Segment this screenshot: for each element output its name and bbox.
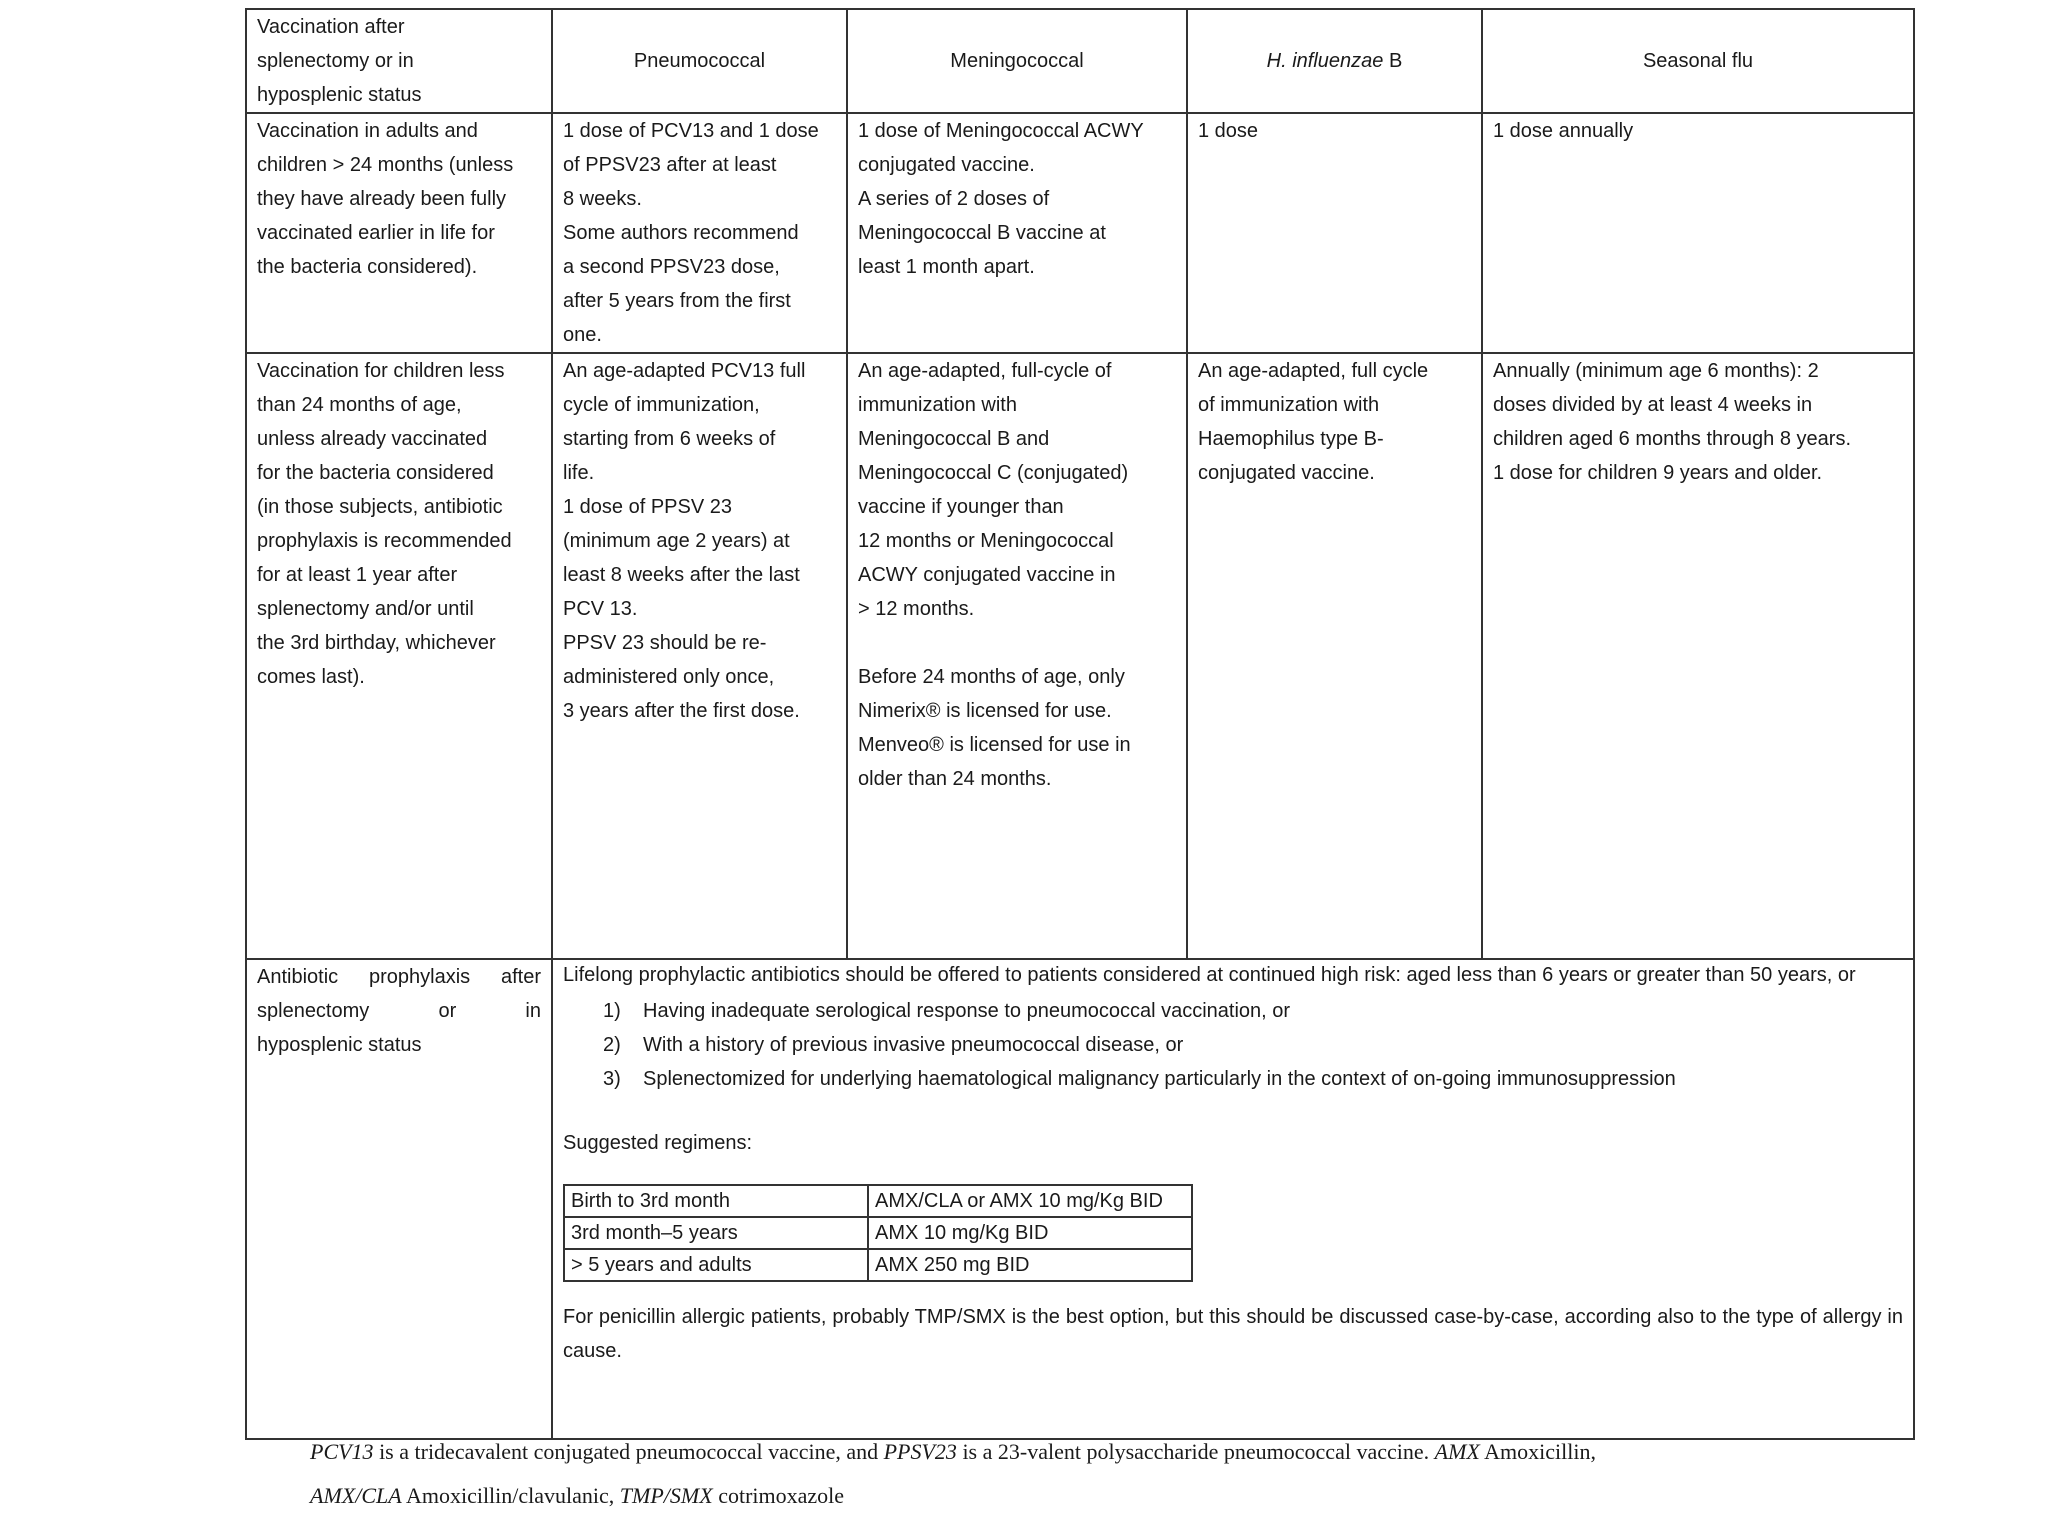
text-line: 1 dose of Meningococcal ACWY <box>858 120 1144 142</box>
text-line: conjugated vaccine. <box>1198 462 1375 484</box>
text-line: Vaccination for children less <box>257 360 505 382</box>
text-line: they have already been fully <box>257 188 507 210</box>
text-line: Before 24 months of age, only <box>858 666 1125 688</box>
regimens-table <box>563 1184 1193 1282</box>
text-line: Annually (minimum age 6 months): 2 <box>1493 360 1819 382</box>
text-line: conjugated vaccine. <box>858 154 1035 176</box>
regimen-dose: AMX 10 mg/Kg BID <box>868 1217 1192 1249</box>
table-header-row <box>246 9 1914 113</box>
text-line: 1 dose of PPSV 23 <box>563 496 733 518</box>
text-line: 3 years after the first dose. <box>563 700 800 722</box>
text-line: a second PPSV23 dose, <box>563 256 780 278</box>
text-line: cycle of immunization, <box>563 394 760 416</box>
text-line: Some authors recommend <box>563 222 799 244</box>
text-line: PCV 13. <box>563 598 638 620</box>
hib-italic-name: H. influenzae <box>1266 50 1384 72</box>
table-row <box>564 1185 1192 1217</box>
text-line: splenectomy or in <box>257 1000 541 1022</box>
text-line: ACWY conjugated vaccine in <box>858 564 1116 586</box>
text-line: than 24 months of age, <box>257 394 462 416</box>
table-row-adults <box>246 113 1914 353</box>
text-line: comes last). <box>257 666 365 688</box>
cell-prophylaxis-details <box>552 959 1914 1439</box>
list-item-number: 3) <box>603 1068 621 1090</box>
regimen-dose: AMX/CLA or AMX 10 mg/Kg BID <box>868 1185 1192 1217</box>
regimen-age: Birth to 3rd month <box>564 1185 868 1217</box>
cell-children-pneumococcal <box>552 353 847 959</box>
text-line: least 1 month apart. <box>858 256 1035 278</box>
text-line: starting from 6 weeks of <box>563 428 776 450</box>
text-line: the bacteria considered). <box>257 256 478 278</box>
text-line: Antibiotic prophylaxis after <box>257 966 541 988</box>
text-line: administered only once, <box>563 666 775 688</box>
abbrev-definition: is a tridecavalent conjugated pneumococcal vaccine, and <box>373 1439 884 1464</box>
high-risk-conditions-list <box>563 994 1903 1096</box>
header-topic-line: Vaccination after <box>257 16 405 38</box>
abbrev-definition: is a 23-valent polysaccharide pneumococcal vaccine. <box>956 1439 1435 1464</box>
cell-adults-meningococcal <box>847 113 1187 353</box>
text-line: of PPSV23 after at least <box>563 154 777 176</box>
text-line: (minimum age 2 years) at <box>563 530 790 552</box>
paragraph-gap <box>858 626 1176 660</box>
regimen-dose: AMX 250 mg BID <box>868 1249 1192 1281</box>
table-row <box>564 1249 1192 1281</box>
vaccination-table-document <box>245 8 1913 1440</box>
text-line: A series of 2 doses of <box>858 188 1050 210</box>
abbrev-definition: cotrimoxazole <box>712 1483 845 1508</box>
list-item-text: Having inadequate serological response to pneumococcal vaccination, or <box>643 1000 1291 1022</box>
text-line: prophylaxis is recommended <box>257 530 512 552</box>
table-row-antibiotic-prophylaxis <box>246 959 1914 1439</box>
list-item-number: 2) <box>603 1034 621 1056</box>
table-footnote <box>310 1430 1890 1518</box>
text-line: splenectomy and/or until <box>257 598 474 620</box>
text-line: An age-adapted, full-cycle of <box>858 360 1112 382</box>
text-line: An age-adapted PCV13 full <box>563 360 806 382</box>
abbrev-term: AMX <box>1434 1439 1480 1464</box>
text-line: after 5 years from the first <box>563 290 791 312</box>
text-line: vaccine if younger than <box>858 496 1064 518</box>
text-line: hyposplenic status <box>257 1034 422 1056</box>
cell-children-meningococcal <box>847 353 1187 959</box>
list-item <box>603 1062 1903 1096</box>
text-line: Haemophilus type B- <box>1198 428 1384 450</box>
header-topic-line: splenectomy or in <box>257 50 414 72</box>
header-cell-seasonal-flu: Seasonal flu <box>1482 9 1914 113</box>
header-topic-line: hyposplenic status <box>257 84 422 106</box>
row-label-adults <box>246 113 552 353</box>
paragraph-gap <box>563 1096 1903 1126</box>
hib-suffix: B <box>1383 50 1403 72</box>
regimen-age: > 5 years and adults <box>564 1249 868 1281</box>
text-line: Menveo® is licensed for use in <box>858 734 1131 756</box>
text-line: Vaccination in adults and <box>257 120 478 142</box>
text-line: older than 24 months. <box>858 768 1052 790</box>
table-row-children <box>246 353 1914 959</box>
cell-children-hib <box>1187 353 1482 959</box>
list-item-number: 1) <box>603 1000 621 1022</box>
abbrev-term: PPSV23 <box>883 1439 957 1464</box>
text-line: immunization with <box>858 394 1017 416</box>
abbrev-definition: Amoxicillin, <box>1479 1439 1596 1464</box>
text-line: 1 dose of PCV13 and 1 dose <box>563 120 819 142</box>
prophylaxis-intro: Lifelong prophylactic antibiotics should be offered to patients considered at continued high risk: aged less than 6 years or greater than 50 years, or <box>563 964 1856 986</box>
text-line: (in those subjects, antibiotic <box>257 496 503 518</box>
list-item-text: With a history of previous invasive pneumococcal disease, or <box>643 1034 1184 1056</box>
text-line: Meningococcal B and <box>858 428 1050 450</box>
abbrev-term: TMP/SMX <box>619 1483 713 1508</box>
abbrev-definition: Amoxicillin/clavulanic, <box>401 1483 620 1508</box>
abbrev-term: PCV13 <box>310 1439 374 1464</box>
cell-adults-flu: 1 dose annually <box>1482 113 1914 353</box>
vaccination-table <box>245 8 1915 1440</box>
list-item <box>603 1028 1903 1062</box>
text-line: unless already vaccinated <box>257 428 488 450</box>
text-line: Nimerix® is licensed for use. <box>858 700 1112 722</box>
table-row <box>564 1217 1192 1249</box>
penicillin-allergy-note: For penicillin allergic patients, probably TMP/SMX is the best option, but this should be discussed case-by-case, according also to the type of allergy in cause. <box>563 1306 1903 1362</box>
text-line: vaccinated earlier in life for <box>257 222 495 244</box>
text-line: children aged 6 months through 8 years. <box>1493 428 1851 450</box>
text-line: one. <box>563 324 602 346</box>
cell-adults-hib: 1 dose <box>1187 113 1482 353</box>
text-line: > 12 months. <box>858 598 975 620</box>
text-line: Meningococcal B vaccine at <box>858 222 1106 244</box>
regimen-age: 3rd month–5 years <box>564 1217 868 1249</box>
text-line: for the bacteria considered <box>257 462 494 484</box>
regimens-title: Suggested regimens: <box>563 1132 753 1154</box>
text-line: 1 dose for children 9 years and older. <box>1493 462 1823 484</box>
row-label-children <box>246 353 552 959</box>
text-line: Meningococcal C (conjugated) <box>858 462 1129 484</box>
text-line: for at least 1 year after <box>257 564 458 586</box>
header-cell-hib <box>1187 9 1482 113</box>
text-line: the 3rd birthday, whichever <box>257 632 496 654</box>
cell-children-flu <box>1482 353 1914 959</box>
text-line: least 8 weeks after the last <box>563 564 800 586</box>
text-line: of immunization with <box>1198 394 1380 416</box>
list-item-text: Splenectomized for underlying haematological malignancy particularly in the context of on-going immunosuppression <box>643 1068 1676 1090</box>
row-label-prophylaxis <box>246 959 552 1439</box>
text-line: life. <box>563 462 595 484</box>
header-cell-meningococcal: Meningococcal <box>847 9 1187 113</box>
text-line: An age-adapted, full cycle <box>1198 360 1429 382</box>
header-cell-pneumococcal: Pneumococcal <box>552 9 847 113</box>
text-line: 8 weeks. <box>563 188 642 210</box>
abbrev-term: AMX/CLA <box>310 1483 402 1508</box>
header-cell-topic <box>246 9 552 113</box>
text-line: 12 months or Meningococcal <box>858 530 1114 552</box>
list-item <box>603 994 1903 1028</box>
text-line: PPSV 23 should be re- <box>563 632 767 654</box>
text-line: children > 24 months (unless <box>257 154 514 176</box>
text-line: doses divided by at least 4 weeks in <box>1493 394 1813 416</box>
cell-adults-pneumococcal <box>552 113 847 353</box>
